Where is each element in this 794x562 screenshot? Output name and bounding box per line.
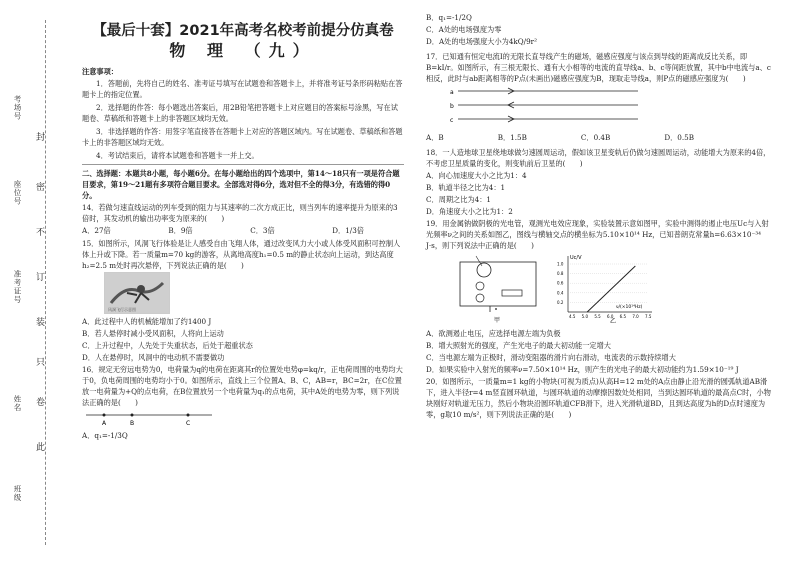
- wire-label: b: [450, 103, 454, 110]
- y-axis-label: Uc/V: [570, 255, 582, 261]
- seal-char: 此: [36, 443, 46, 453]
- seal-char: 只: [36, 358, 46, 368]
- seal-char: 装: [36, 318, 46, 328]
- class-label: 班级: [13, 485, 22, 502]
- wire-label: a: [450, 89, 454, 96]
- figure-caption: 风洞飞行示意图: [108, 307, 136, 312]
- seat-number-label: 座位号: [13, 180, 22, 206]
- point-label: C: [186, 420, 191, 427]
- option: A．27倍: [82, 226, 111, 235]
- seal-char: 密: [36, 183, 46, 193]
- option: C．A处的电场强度为零: [426, 25, 502, 34]
- y-tick-label: 0.2: [557, 299, 564, 305]
- ticket-number-label: 准考证号: [13, 270, 22, 304]
- seal-char: 不: [36, 228, 46, 238]
- option: A．B: [426, 133, 444, 142]
- seal-char: 封: [36, 133, 46, 143]
- option: B．轨道半径之比为4：1: [426, 183, 506, 192]
- question-17: 17．已知通有恒定电流I的无限长直导线产生的磁场，磁感应强度与该点到导线的距离成反比关系，即B=kI/r。如图所示，有三根无限长、通有大小相等的电流的直导线a、b、c等间距放置，其中b中电流与a、c相反，此时与ab距离相等的P点(未画出)磁感应强度为B，现取走导线a，则P点的磁感应强度为( ): [426, 52, 771, 83]
- option: B．增大照射光的强度，产生光电子的最大初动能一定增大: [426, 341, 611, 350]
- photoelectric-circuit: [450, 252, 546, 324]
- page-title: 【最后十套】2021年高考名校考前提分仿真卷: [92, 23, 394, 39]
- notice-item: 4．考试结束后，请将本试题卷和答题卡一并上交。: [96, 151, 259, 160]
- option: D．角速度大小之比为1：2: [426, 207, 513, 216]
- option: C．上升过程中，人先处于失重状态，后处于超重状态: [82, 341, 253, 350]
- option: B．9倍: [168, 226, 193, 235]
- option: B．1.5B: [497, 133, 527, 142]
- option: A．此过程中人的机械能增加了约1400 J: [82, 317, 212, 326]
- name-label: 姓名: [13, 395, 22, 412]
- point-label: B: [130, 420, 135, 427]
- question-16: 16．规定无穷远电势为0，电荷量为q的电荷在距离其r的位置处电势φ=kq/r，正电荷周围的电势均大于0，负电荷周围的电势均小于0。如图所示，直线上三个位置A、B、C，AB=r，BC=2r，在C位置放一电荷量为+Q的点电荷，在B位置放另一个电荷量为q₁的点电荷，其中A处的电势为零，则下列说法正确的是( ): [82, 365, 403, 407]
- figure-label: 甲: [494, 317, 501, 324]
- wind-tunnel-photo: [104, 272, 170, 314]
- option: A．欲测遏止电压，应选择电源左端为负极: [426, 329, 561, 338]
- x-axis-label: ν/(×10¹⁴Hz): [616, 305, 643, 310]
- option: D．A处的电场强度大小为4kQ/9r²: [426, 37, 537, 46]
- page-subtitle: 物 理 （九）: [169, 41, 317, 60]
- option: D．如果实验中入射光的频率ν=7.50×10¹⁴ Hz，则产生的光电子的最大初动能约为1.59×10⁻¹⁹ J: [426, 365, 739, 374]
- q17-options: [426, 132, 774, 143]
- option: A．向心加速度大小之比为1：4: [426, 171, 527, 180]
- x-tick-label: 5.5: [594, 314, 601, 319]
- question-20: 20．如图所示，一质量m=1 kg的小物块(可视为质点)从高H=12 m处的A点由静止沿光滑的圆弧轨道AB滑下，进入半径r=4 m竖直圆环轨道，与圆环轨道的动摩擦因数处处相同，当到达圆环轨道的最高点C时，小物块刚好对轨道无压力，然后小物块沿圆环轨道CFB滑下，进入光滑轨道BD，且到达高度为h的D点时速度为零，g取10 m/s²，则下列说法正确的是( ): [426, 377, 771, 419]
- y-tick-label: 0.8: [557, 271, 564, 277]
- x-tick-label: 7.0: [632, 314, 639, 319]
- wire-label: c: [450, 117, 454, 124]
- question-19: 19．用金属钠做阴极的光电管，观测光电效应现象，实验装置示意如图甲，实验中测得的遏止电压Uc与入射光频率ν之间的关系如图乙，图线与横轴交点的横坐标为5.10×10¹⁴ Hz，已知普朗克常量h=6.63×10⁻³⁴ J·s，则下列说法中正确的是( ): [426, 219, 769, 250]
- x-tick-label: 7.5: [645, 314, 652, 319]
- question-18: 18．一人造地球卫星绕地球做匀速圆周运动，假如该卫星变轨后仍做匀速圆周运动，动能增大为原来的4倍，不考虑卫星质量的变化，则变轨前后卫星的( ): [426, 148, 771, 168]
- y-tick-label: 1.0: [557, 261, 564, 267]
- uc-vs-frequency-graph: [556, 252, 656, 324]
- cut-line: [45, 20, 46, 545]
- q16-line-diagram: [82, 409, 222, 427]
- option: D．1/3倍: [332, 226, 364, 235]
- option: C．当电源左端为正极时，滑动变阻器的滑片向右滑动，电流表的示数持续增大: [426, 353, 676, 362]
- option: D．人在悬停时，风洞中的电动机不需要做功: [82, 353, 225, 362]
- question-14: 14．若做匀速直线运动的列车受到的阻力与其速率的二次方成正比，则当列车的速率提升为原来的3倍时，其发动机的输出功率变为原来的( ): [82, 203, 398, 223]
- q17-wires-diagram: [448, 85, 648, 129]
- notice-item: 2．选择题的作答：每小题选出答案后，用2B铅笔把答题卡上对应题目的答案标号涂黑，写在试题卷、草稿纸和答题卡上的非答题区域均无效。: [82, 103, 398, 123]
- binding-strip: [4, 0, 62, 562]
- x-tick-label: 4.5: [569, 314, 576, 319]
- notice-item: 3．非选择题的作答：用签字笔直接答在答题卡上对应的答题区域内。写在试题卷、草稿纸和答题卡上的非答题区域均无效。: [82, 127, 403, 147]
- x-tick-label: 5.0: [581, 314, 589, 319]
- option: A．q₁=-1/3Q: [82, 431, 128, 440]
- option: C．周期之比为4：1: [426, 195, 491, 204]
- section-heading: 二、选择题：本题共8小题，每小题6分。在每小题给出的四个选项中，第14～18只有一项是符合题目要求，第19～21题有多项符合题目要求。全部选对得6分，选对但不全的得3分，有选错的得0分。: [82, 169, 400, 200]
- x-tick-label: 6.0: [607, 314, 614, 319]
- x-tick-label: 6.5: [619, 314, 627, 319]
- left-column: [82, 23, 404, 442]
- exam-number-label: 考场号: [13, 95, 22, 121]
- q19-figures: [450, 252, 774, 326]
- right-column: [426, 12, 774, 421]
- point-label: A: [102, 420, 107, 427]
- option: B．q₁=-1/2Q: [426, 13, 472, 22]
- option: C．3倍: [250, 226, 275, 235]
- seal-char: 卷: [36, 398, 46, 408]
- q14-options: [82, 225, 404, 236]
- option: C．0.4B: [580, 133, 611, 142]
- option: D．0.5B: [664, 133, 694, 142]
- option: B．若人悬停时减小受风面积，人将向上运动: [82, 329, 224, 338]
- notice-item: 1．答题前，先将自己的姓名、准考证号填写在试题卷和答题卡上，并将准考证号条形码粘贴在答题卡上的指定位置。: [82, 79, 403, 99]
- question-15: 15．如图所示，风洞飞行体验是让人感受自由飞翔人体，通过改变风力大小或人体受风面积可控制人体上升或下降。若一质量m=70 kg的游客，从离地高度h₁=0.5 m的静止状态向上运动，到达高度h₂=2.5 m处时再次悬停，下列说法正确的是( ): [82, 239, 401, 270]
- figure-label: 乙: [610, 318, 617, 324]
- seal-char: 订: [36, 273, 46, 283]
- y-tick-label: 0.4: [557, 290, 564, 296]
- notice-heading: 注意事项：: [82, 67, 118, 76]
- y-tick-label: 0.6: [557, 280, 564, 286]
